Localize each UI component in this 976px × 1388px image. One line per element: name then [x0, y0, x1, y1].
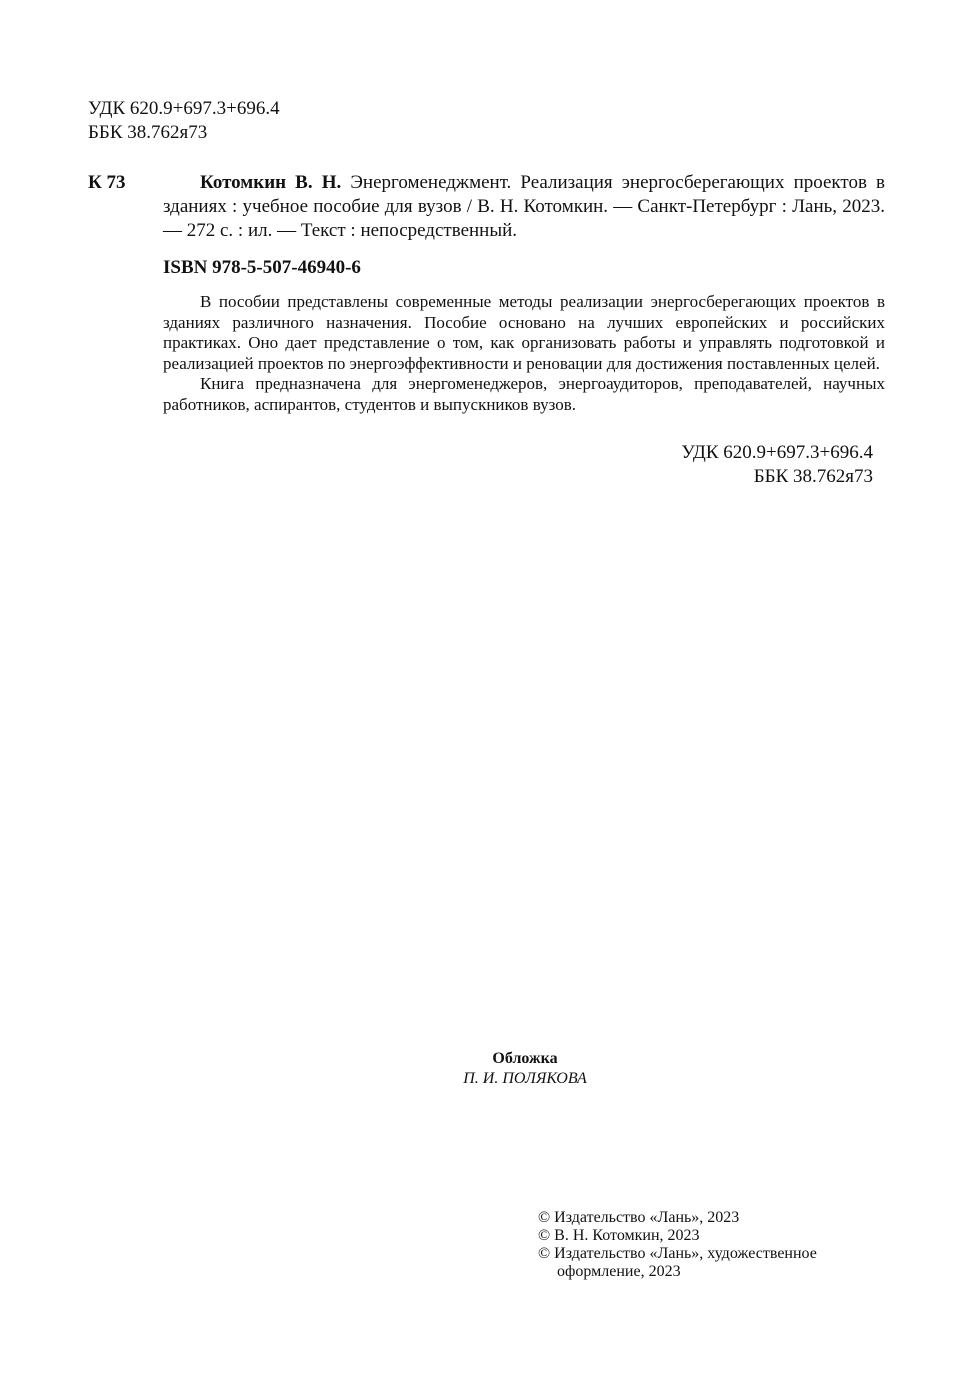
abstract [163, 292, 885, 415]
copyright-line-continued: оформление, 2023 [557, 1263, 681, 1280]
bibliographic-description: Энергоменеджмент. Реализация энергосберегающих проектов в зданиях : учебное пособие для вузов / В. Н. Котомкин. — Санкт-Петербург : Лань, 2023. — 272 с. : ил. — Текст : непосредственный. [163, 172, 885, 241]
udk-code-top: УДК 620.9+697.3+696.4 [88, 98, 280, 119]
cover-label: Обложка [492, 1050, 558, 1067]
bbk-code-bottom: ББК 38.762я73 [753, 466, 873, 487]
udk-code-bottom: УДК 620.9+697.3+696.4 [681, 442, 873, 463]
abstract-paragraph: В пособии представлены современные методы реализации энергосберегающих проектов в зданиях различного назначения. Пособие основано на лучших европейских и российских практиках. Оно дает представление о том, как организовать работы и управлять подготовкой и реализацией проектов по энергоэффективности и реновации для достижения поставленных целей. [163, 292, 885, 373]
author-name: Котомкин В. Н. [200, 172, 342, 193]
cover-designer-name: П. И. ПОЛЯКОВА [463, 1070, 587, 1087]
isbn: ISBN 978-5-507-46940-6 [163, 257, 361, 278]
copyright-line: © Издательство «Лань», 2023 [538, 1209, 740, 1226]
cover-credit [0, 1049, 976, 1089]
bbk-code-top: ББК 38.762я73 [88, 122, 208, 143]
abstract-paragraph: Книга предназначена для энергоменеджеров, энергоаудиторов, преподавателей, научных работников, аспирантов, студентов и выпускников вузов. [163, 374, 885, 414]
author-mark: К 73 [88, 172, 126, 193]
copyright-line: © Издательство «Лань», художественное [538, 1245, 817, 1262]
top-classification [88, 97, 280, 145]
bibliographic-record [163, 171, 885, 243]
bottom-classification [681, 441, 873, 489]
copyright-line: © В. Н. Котомкин, 2023 [538, 1227, 700, 1244]
copyright-block [538, 1209, 817, 1281]
